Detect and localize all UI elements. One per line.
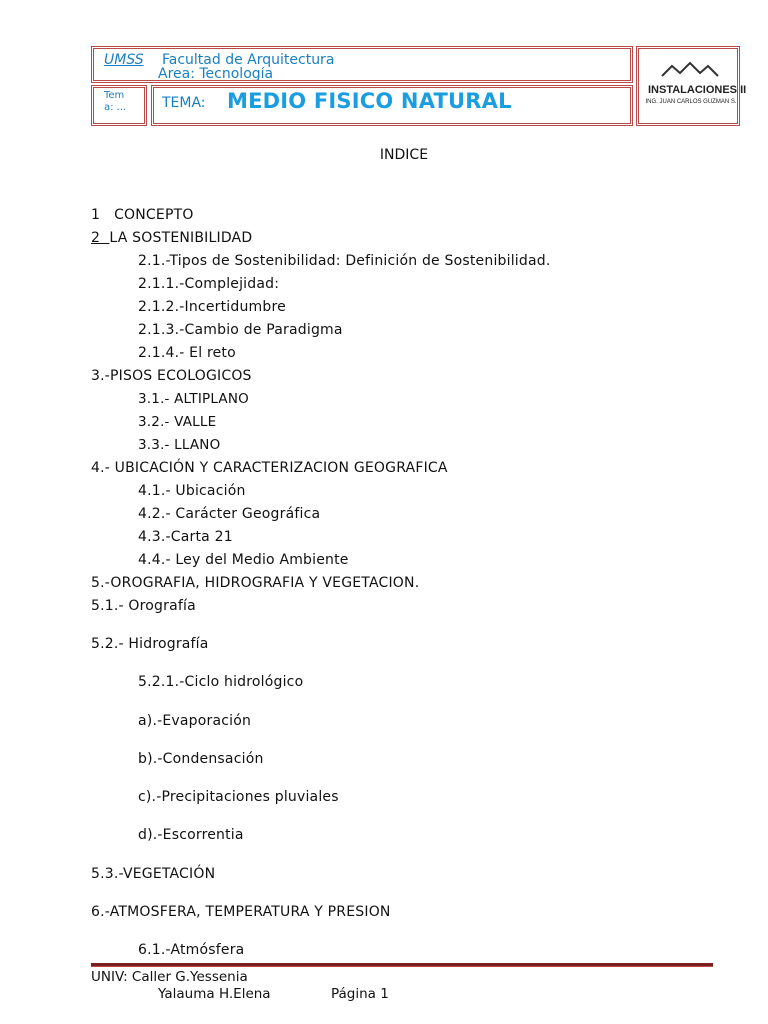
footer-author-1: UNIV: Caller G.Yessenia — [91, 969, 248, 985]
toc-text: CONCEPTO — [114, 207, 194, 223]
logo-subtitle: ING. JUAN CARLOS GUZMAN S. — [645, 99, 737, 105]
toc-item: 5.2.- Hidrografía — [91, 636, 209, 652]
toc-item: 5.-OROGRAFIA, HIDROGRAFIA Y VEGETACION. — [91, 575, 420, 591]
toc-text: LA SOSTENIBILIDAD — [109, 230, 253, 246]
toc-item: 4.1.- Ubicación — [138, 483, 246, 499]
toc-item: 2.1.-Tipos de Sostenibilidad: Definición de Sostenibilidad. — [138, 253, 551, 269]
toc-item: 3.2.- VALLE — [138, 414, 217, 430]
document-title: MEDIO FISICO NATURAL — [227, 89, 512, 113]
toc-item — [91, 230, 252, 246]
faculty-label: Facultad de Arquitectura — [162, 52, 335, 68]
toc-item: 4.3.-Carta 21 — [138, 529, 233, 545]
toc-item: 3.-PISOS ECOLOGICOS — [91, 368, 252, 384]
footer-author-2: Yalauma H.Elena — [158, 986, 271, 1002]
toc-item: 4.4.- Ley del Medio Ambiente — [138, 552, 349, 568]
toc-item: a).-Evaporación — [138, 713, 252, 729]
toc-item: 2.1.4.- El reto — [138, 345, 236, 361]
toc-item: b).-Condensación — [138, 751, 264, 767]
toc-item: 4.2.- Carácter Geográfica — [138, 506, 321, 522]
toc-number: 2 — [91, 230, 101, 246]
toc-item: 5.1.- Orografía — [91, 598, 196, 614]
index-heading: INDICE — [379, 147, 429, 163]
footer-divider — [91, 963, 713, 967]
tema-label: TEMA: — [162, 95, 206, 111]
toc-item: 4.- UBICACIÓN Y CARACTERIZACION GEOGRAFICA — [91, 460, 448, 476]
area-label: Área: Tecnología — [158, 67, 274, 80]
logo-title: INSTALACIONES II — [648, 84, 747, 96]
mountain-roof-icon — [660, 60, 720, 78]
toc-item: 6.1.-Atmósfera — [138, 942, 245, 958]
page-number: Página 1 — [331, 986, 389, 1002]
toc-item — [91, 207, 194, 223]
toc-item: 2.1.1.-Complejidad: — [138, 276, 280, 292]
toc-item: 2.1.2.-Incertidumbre — [138, 299, 286, 315]
toc-item: 5.3.-VEGETACIÓN — [91, 866, 216, 882]
toc-item: 2.1.3.-Cambio de Paradigma — [138, 322, 343, 338]
toc-item: d).-Escorrentia — [138, 827, 244, 843]
toc-item: 3.3.- LLANO — [138, 437, 221, 453]
toc-item: c).-Precipitaciones pluviales — [138, 789, 339, 805]
toc-item: 6.-ATMOSFERA, TEMPERATURA Y PRESION — [91, 904, 391, 920]
toc-item: 3.1.- ALTIPLANO — [138, 391, 249, 407]
umss-link[interactable]: UMSS — [104, 52, 144, 68]
toc-number: 1 — [91, 207, 101, 223]
tema-small-label: Tem a: ... — [104, 90, 127, 113]
toc-item: 5.2.1.-Ciclo hidrológico — [138, 674, 304, 690]
